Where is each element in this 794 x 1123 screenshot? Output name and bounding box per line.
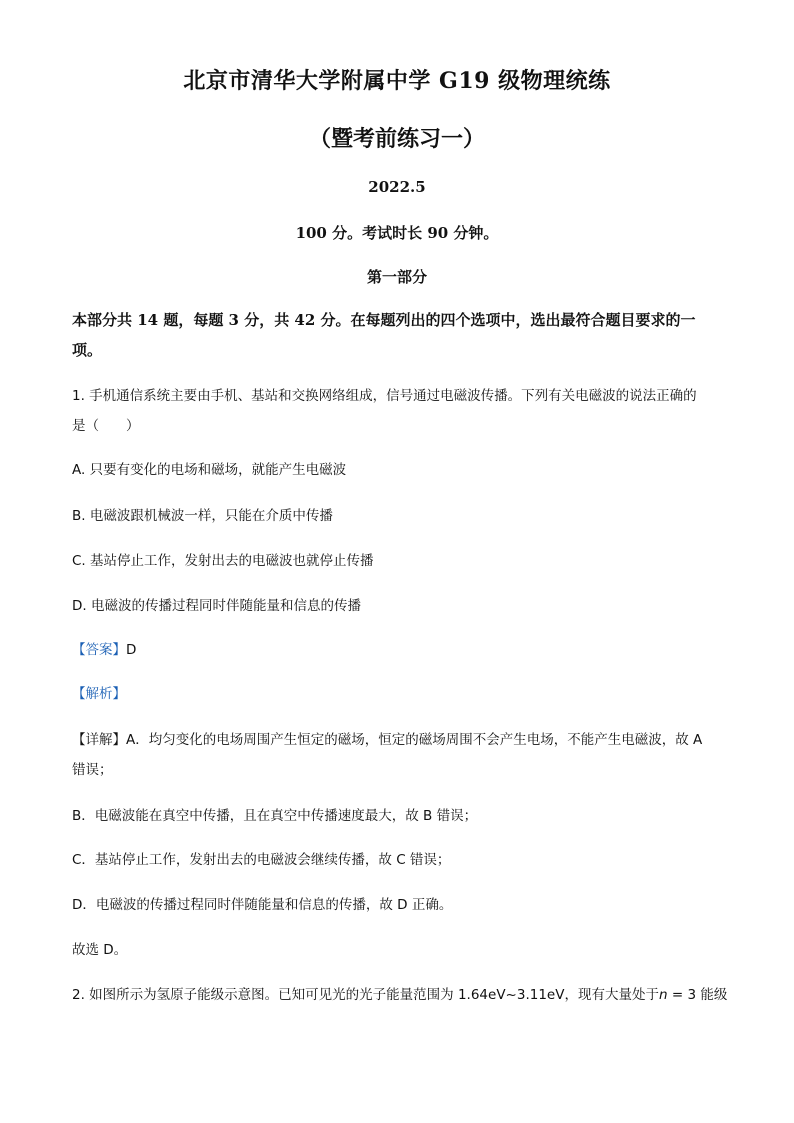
section-instructions-line2: 项。 xyxy=(72,341,103,359)
document-title: 北京市清华大学附属中学 G19 级物理统练 xyxy=(183,68,611,94)
question-1-detail-c: C．基站停止工作，发射出去的电磁波会继续传播，故 C 错误； xyxy=(72,852,451,868)
question-2-stem-line1 xyxy=(72,985,732,1005)
section-instructions-line1: 本部分共 14 题，每题 3 分，共 42 分。在每题列出的四个选项中，选出最符合题目要求的一 xyxy=(72,311,696,329)
question-2-stem-prefix: 2. 如图所示为氢原子能级示意图。已知可见光的光子能量范围为 1.64eV~3.11eV，现有大量处于 xyxy=(72,987,659,1003)
question-1-option-c: C. 基站停止工作，发射出去的电磁波也就停止传播 xyxy=(72,553,374,569)
question-1-option-b: B. 电磁波跟机械波一样，只能在介质中传播 xyxy=(72,508,333,524)
analysis-label: 【解析】 xyxy=(72,686,126,702)
question-2-stem-suffix: = 3 能级 xyxy=(667,987,728,1003)
question-2-stem-variable: n xyxy=(658,987,668,1003)
detail-a-text: A．均匀变化的电场周围产生恒定的磁场，恒定的磁场周围不会产生电场，不能产生电磁波，故 A xyxy=(126,732,703,748)
question-1-detail-d: D．电磁波的传播过程同时伴随能量和信息的传播，故 D 正确。 xyxy=(72,897,453,913)
question-1-analysis xyxy=(72,684,732,704)
question-1-detail-a-line1 xyxy=(72,730,732,750)
document-subtitle: （暨考前练习一） xyxy=(308,126,485,152)
question-1-answer xyxy=(72,640,732,660)
question-1-option-d: D. 电磁波的传播过程同时伴随能量和信息的传播 xyxy=(72,598,361,614)
question-1-conclusion: 故选 D。 xyxy=(72,942,128,958)
question-1-detail-b: B．电磁波能在真空中传播，且在真空中传播速度最大，故 B 错误； xyxy=(72,808,478,824)
answer-label: 【答案】 xyxy=(72,642,126,658)
answer-value: D xyxy=(126,642,137,658)
detail-label: 【详解】 xyxy=(72,732,126,748)
exam-date: 2022.5 xyxy=(368,178,426,196)
question-1-stem-line2: 是（ ） xyxy=(72,418,140,434)
section-heading: 第一部分 xyxy=(366,268,427,286)
score-duration-line: 100 分。考试时长 90 分钟。 xyxy=(295,224,499,242)
question-1-stem-line1: 1. 手机通信系统主要由手机、基站和交换网络组成，信号通过电磁波传播。下列有关电磁波的说法正确的 xyxy=(72,388,697,404)
question-1-option-a: A. 只要有变化的电场和磁场，就能产生电磁波 xyxy=(72,462,347,478)
question-1-detail-a-line2: 错误； xyxy=(72,762,113,778)
